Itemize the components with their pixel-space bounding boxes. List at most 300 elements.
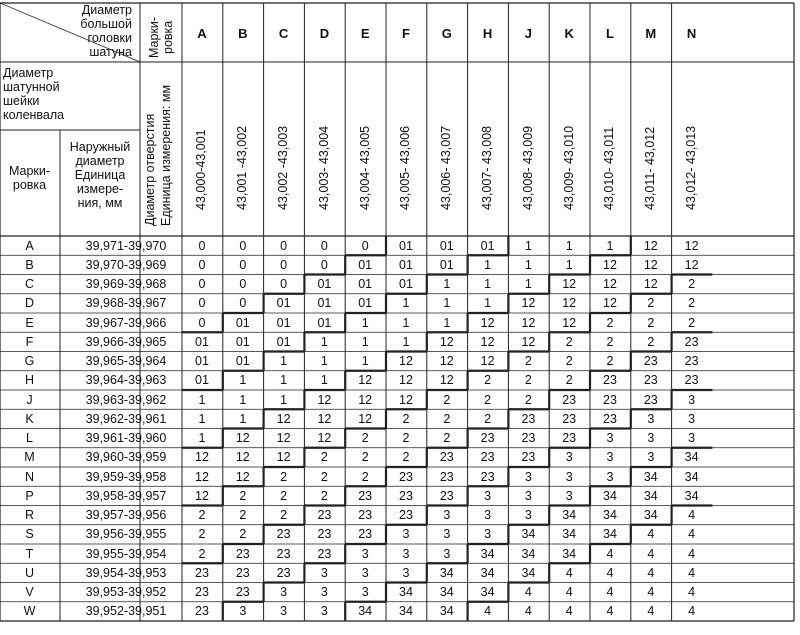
- table-cell: 34: [521, 546, 536, 561]
- table-cell: 01: [235, 315, 250, 330]
- table-cell: 3: [402, 527, 410, 542]
- table-cell: 4: [606, 604, 614, 619]
- table-cell: 4: [647, 585, 655, 599]
- table-cell: 2: [484, 392, 492, 407]
- table-cell: 23: [643, 392, 658, 407]
- table-cell: 3: [688, 431, 696, 445]
- table-cell: 0: [198, 257, 206, 272]
- table-cell: 2: [443, 431, 451, 445]
- table-cell: 0: [320, 257, 328, 272]
- row-marking: F: [25, 334, 34, 349]
- row-outer-diameter: 39,963-39,962: [85, 392, 167, 407]
- table-cell: 2: [524, 392, 532, 407]
- row-outer-diameter: 39,971-39,970: [85, 238, 167, 253]
- corner-top-label: Диаметр большой головки шатуна: [80, 3, 132, 59]
- table-cell: 34: [643, 488, 658, 503]
- table-cell: 1: [239, 373, 247, 388]
- bore-diameter-header: [140, 62, 180, 232]
- row-marking: C: [24, 277, 35, 291]
- table-cell: 23: [276, 546, 291, 561]
- table-cell: 1: [524, 238, 532, 253]
- table-cell: 3: [320, 604, 328, 619]
- row-marking: S: [25, 527, 34, 542]
- table-cell: 12: [235, 431, 250, 445]
- table-cell: 3: [280, 585, 288, 599]
- table-cell: 2: [565, 334, 573, 349]
- table-cell: 1: [524, 277, 532, 291]
- table-cell: 34: [399, 585, 413, 599]
- table-cell: 2: [647, 315, 655, 330]
- table-cell: 34: [603, 527, 617, 542]
- table-cell: 3: [606, 469, 614, 484]
- table-cell: 23: [603, 411, 617, 426]
- table-cell: 3: [484, 508, 492, 522]
- table-cell: 0: [239, 257, 247, 272]
- table-cell: 3: [565, 450, 573, 465]
- row-marking: H: [24, 373, 35, 388]
- table-cell: 12: [603, 296, 617, 311]
- column-letter-h: H: [482, 26, 493, 41]
- table-cell: 34: [521, 527, 536, 542]
- table-cell: 34: [480, 585, 495, 599]
- table-cell: 2: [647, 334, 655, 349]
- column-range-cell: [223, 62, 264, 236]
- bore-diameter-line-2: Единица измерения: мм: [159, 84, 173, 226]
- row-marking: D: [24, 296, 35, 311]
- table-cell: 4: [565, 565, 573, 580]
- table-cell: 23: [480, 450, 495, 465]
- table-cell: 3: [361, 565, 369, 580]
- table-cell: 23: [562, 392, 577, 407]
- table-cell: 12: [195, 469, 209, 484]
- bore-diameter-line-1: Диаметр отверстия: [143, 113, 157, 226]
- row-outer-diameter: 39,970-39,969: [85, 257, 167, 272]
- column-range-k: 43,009- 43,010: [561, 125, 576, 210]
- table-cell: 2: [280, 488, 288, 503]
- table-cell: 23: [684, 334, 699, 349]
- table-cell: 12: [439, 373, 454, 388]
- table-cell: 12: [521, 315, 536, 330]
- table-cell: 23: [521, 450, 536, 465]
- table-cell: 23: [358, 527, 373, 542]
- table-cell: 12: [276, 450, 291, 465]
- table-cell: 12: [684, 257, 699, 272]
- table-cell: 01: [358, 296, 373, 311]
- table-cell: 12: [562, 296, 577, 311]
- table-cell: 3: [484, 488, 492, 503]
- table-cell: 3: [402, 546, 410, 561]
- table-cell: 1: [484, 257, 492, 272]
- table-cell: 01: [276, 296, 291, 311]
- row-marking: U: [24, 565, 35, 580]
- row-outer-diameter: 39,968-39,967: [85, 296, 167, 311]
- table-cell: 34: [562, 527, 577, 542]
- row-outer-diameter: 39,965-39,964: [85, 354, 167, 368]
- table-cell: 12: [643, 277, 658, 291]
- table-cell: 12: [399, 392, 413, 407]
- table-cell: 3: [484, 527, 492, 542]
- table-cell: 12: [603, 257, 617, 272]
- table-cell: 0: [198, 238, 206, 253]
- table-cell: 23: [439, 469, 454, 484]
- row-marking: P: [25, 488, 34, 503]
- table-cell: 01: [235, 334, 250, 349]
- marking-vertical-line-1: Марки-: [147, 16, 161, 58]
- column-letter-g: G: [441, 26, 452, 41]
- row-outer-diameter: 39,955-39,954: [85, 546, 167, 561]
- table-cell: 3: [239, 604, 247, 619]
- table-cell: 2: [361, 431, 369, 445]
- row-marking: K: [25, 411, 34, 426]
- table-cell: 3: [524, 508, 532, 522]
- table-cell: 2: [361, 469, 369, 484]
- table-cell: 4: [606, 585, 614, 599]
- table-cell: 12: [643, 257, 658, 272]
- table-cell: 2: [198, 527, 206, 542]
- table-cell: 1: [402, 334, 410, 349]
- table-cell: 34: [439, 585, 454, 599]
- outer-diameter-header: Наружный диаметр Единица измере- ния, мм: [69, 140, 131, 210]
- table-cell: 0: [198, 296, 206, 311]
- row-marking: V: [25, 585, 34, 599]
- table-cell: 1: [524, 257, 532, 272]
- column-range-cell: [182, 62, 223, 236]
- table-cell: 23: [684, 354, 699, 368]
- column-range-cell: [590, 62, 631, 236]
- row-outer-diameter: 39,957-39,956: [85, 508, 167, 522]
- column-range-cell: [304, 62, 345, 236]
- table-cell: 0: [239, 296, 247, 311]
- table-cell: 3: [647, 431, 655, 445]
- column-range-cell: [672, 62, 713, 236]
- table-cell: 12: [235, 469, 250, 484]
- table-cell: 1: [320, 354, 328, 368]
- table-cell: 23: [195, 604, 209, 619]
- table-cell: 2: [688, 315, 696, 330]
- table-cell: 4: [688, 508, 696, 522]
- table-cell: 23: [358, 508, 373, 522]
- table-cell: 12: [317, 431, 332, 445]
- table-cell: 23: [643, 354, 658, 368]
- column-range-cell: [427, 62, 468, 236]
- table-cell: 01: [195, 373, 209, 388]
- table-cell: 01: [399, 238, 413, 253]
- row-marking: A: [25, 238, 34, 253]
- table-cell: 01: [276, 315, 291, 330]
- table-cell: 2: [320, 469, 328, 484]
- table-cell: 1: [402, 296, 410, 311]
- table-cell: 34: [684, 488, 699, 503]
- table-cell: 01: [276, 334, 291, 349]
- row-marking: R: [24, 508, 35, 522]
- table-cell: 34: [643, 469, 658, 484]
- table-cell: 23: [603, 392, 617, 407]
- table-cell: 1: [280, 373, 288, 388]
- table-cell: 12: [235, 450, 250, 465]
- marking-left-header: Марки- ровка: [8, 164, 51, 192]
- table-cell: 2: [688, 277, 696, 291]
- row-outer-diameter: 39,952-39,951: [85, 604, 167, 619]
- table-cell: 01: [317, 315, 332, 330]
- column-range-g: 43,006- 43,007: [439, 125, 454, 210]
- table-cell: 1: [443, 315, 451, 330]
- table-cell: 3: [524, 488, 532, 503]
- table-cell: 34: [643, 508, 658, 522]
- table-cell: 2: [198, 546, 206, 561]
- row-outer-diameter: 39,967-39,966: [85, 315, 167, 330]
- row-marking: M: [24, 450, 35, 465]
- table-cell: 3: [647, 450, 655, 465]
- table-cell: 12: [358, 392, 373, 407]
- table-cell: 12: [195, 450, 209, 465]
- table-cell: 2: [361, 450, 369, 465]
- table-cell: 2: [402, 431, 410, 445]
- row-outer-diameter: 39,964-39,963: [85, 373, 167, 388]
- table-cell: 23: [439, 488, 454, 503]
- column-letter-a: A: [197, 26, 207, 41]
- column-letter-d: D: [319, 26, 330, 41]
- table-cell: 0: [320, 238, 328, 253]
- table-cell: 01: [439, 257, 454, 272]
- table-cell: 23: [562, 411, 577, 426]
- table-cell: 1: [361, 315, 369, 330]
- table-cell: 1: [361, 334, 369, 349]
- table-cell: 23: [235, 585, 250, 599]
- table-cell: 23: [399, 469, 413, 484]
- table-cell: 12: [603, 277, 617, 291]
- column-letter-n: N: [686, 26, 697, 41]
- table-cell: 2: [320, 450, 328, 465]
- table-cell: 12: [317, 392, 332, 407]
- table-cell: 4: [647, 604, 655, 619]
- table-cell: 2: [239, 527, 247, 542]
- table-cell: 1: [320, 334, 328, 349]
- table-cell: 0: [280, 277, 288, 291]
- row-outer-diameter: 39,960-39,959: [85, 450, 167, 465]
- table-cell: 12: [358, 411, 373, 426]
- table-cell: 2: [606, 354, 614, 368]
- table-cell: 3: [443, 508, 451, 522]
- table-cell: 3: [320, 565, 328, 580]
- table-cell: 12: [480, 354, 495, 368]
- table-cell: 3: [565, 469, 573, 484]
- table-cell: 2: [402, 411, 410, 426]
- table-cell: 3: [443, 546, 451, 561]
- row-outer-diameter: 39,962-39,961: [85, 411, 167, 426]
- column-letter-k: K: [564, 26, 574, 41]
- table-cell: 2: [688, 296, 696, 311]
- table-cell: 34: [603, 488, 617, 503]
- row-marking: W: [23, 604, 36, 619]
- table-cell: 3: [647, 411, 655, 426]
- table-cell: 12: [399, 354, 413, 368]
- column-range-cell: [386, 62, 427, 236]
- table-cell: 23: [195, 585, 209, 599]
- table-cell: 3: [606, 450, 614, 465]
- column-range-h: 43,007- 43,008: [479, 125, 494, 210]
- column-range-c: 43,002 -43,003: [275, 125, 290, 210]
- table-cell: 1: [402, 315, 410, 330]
- column-range-cell: [264, 62, 305, 236]
- table-cell: 2: [524, 354, 532, 368]
- table-cell: 4: [606, 565, 614, 580]
- table-cell: 23: [439, 450, 454, 465]
- row-marking: B: [25, 257, 34, 272]
- table-cell: 12: [195, 488, 209, 503]
- table-cell: 4: [688, 585, 696, 599]
- column-range-cell: [345, 62, 386, 236]
- table-cell: 23: [521, 411, 536, 426]
- table-cell: 4: [688, 546, 696, 561]
- table-cell: 4: [524, 604, 532, 619]
- table-cell: 12: [358, 373, 373, 388]
- table-cell: 1: [565, 238, 573, 253]
- table-cell: 2: [198, 508, 206, 522]
- column-range-cell: [508, 62, 549, 236]
- table-cell: 3: [606, 431, 614, 445]
- table-cell: 23: [317, 546, 332, 561]
- table-cell: 2: [320, 488, 328, 503]
- table-cell: 1: [280, 392, 288, 407]
- table-cell: 01: [439, 238, 454, 253]
- table-cell: 34: [562, 508, 577, 522]
- row-outer-diameter: 39,969-39,968: [85, 277, 167, 291]
- table-cell: 1: [565, 257, 573, 272]
- table-cell: 1: [320, 373, 328, 388]
- table-cell: 23: [235, 546, 250, 561]
- table-cell: 23: [480, 431, 495, 445]
- column-letter-m: M: [645, 26, 657, 41]
- table-cell: 23: [603, 373, 617, 388]
- column-letter-j: J: [524, 26, 532, 41]
- column-range-e: 43,004- 43,005: [357, 125, 372, 210]
- column-range-cell: [468, 62, 509, 236]
- table-cell: 01: [358, 277, 373, 291]
- column-range-cell: [549, 62, 590, 236]
- table-cell: 3: [688, 392, 696, 407]
- column-range-cell: [631, 62, 672, 236]
- table-cell: 3: [524, 469, 532, 484]
- table-cell: 12: [399, 373, 413, 388]
- table-cell: 23: [317, 527, 332, 542]
- table-cell: 2: [484, 373, 492, 388]
- table-cell: 12: [439, 354, 454, 368]
- table-cell: 4: [484, 604, 492, 619]
- table-cell: 12: [480, 334, 495, 349]
- column-range-l: 43,010- 43,011: [602, 126, 617, 210]
- table-cell: 4: [688, 604, 696, 619]
- table-cell: 34: [684, 450, 699, 465]
- table-cell: 12: [643, 238, 658, 253]
- table-cell: 01: [480, 238, 495, 253]
- table-cell: 0: [239, 277, 247, 291]
- table-cell: 2: [565, 354, 573, 368]
- table-cell: 2: [280, 469, 288, 484]
- table-cell: 01: [235, 354, 250, 368]
- table-cell: 1: [361, 354, 369, 368]
- table-cell: 2: [239, 488, 247, 503]
- table-cell: 01: [195, 334, 209, 349]
- row-outer-diameter: 39,954-39,953: [85, 565, 167, 580]
- table-cell: 12: [562, 277, 577, 291]
- table-cell: 12: [317, 411, 332, 426]
- column-range-m: 43,011- 43,012: [643, 126, 658, 210]
- table-cell: 3: [402, 565, 410, 580]
- table-cell: 12: [276, 431, 291, 445]
- table-cell: 23: [276, 527, 291, 542]
- table-cell: 1: [484, 296, 492, 311]
- column-range-d: 43,003- 43,004: [316, 125, 331, 210]
- table-cell: 12: [521, 296, 536, 311]
- column-letter-b: B: [238, 26, 248, 41]
- row-marking: T: [25, 546, 34, 561]
- table-cell: 12: [684, 238, 699, 253]
- table-cell: 0: [280, 238, 288, 253]
- table-cell: 4: [565, 585, 573, 599]
- table-cell: 0: [280, 257, 288, 272]
- table-cell: 1: [198, 392, 206, 407]
- table-cell: 4: [647, 565, 655, 580]
- table-cell: 23: [399, 508, 413, 522]
- table-cell: 01: [358, 257, 373, 272]
- table-cell: 23: [684, 373, 699, 388]
- table-cell: 12: [439, 334, 454, 349]
- table-cell: 0: [198, 277, 206, 291]
- table-cell: 2: [239, 508, 247, 522]
- table-cell: 3: [280, 604, 288, 619]
- table-cell: 23: [235, 565, 250, 580]
- table-cell: 2: [443, 392, 451, 407]
- table-cell: 34: [521, 565, 536, 580]
- table-cell: 1: [239, 392, 247, 407]
- column-letter-f: F: [402, 26, 410, 41]
- table-cell: 1: [239, 411, 247, 426]
- table-cell: 4: [647, 546, 655, 561]
- table-cell: 23: [480, 469, 495, 484]
- table-cell: 23: [317, 508, 332, 522]
- row-outer-diameter: 39,958-39,957: [85, 488, 167, 503]
- table-cell: 34: [480, 546, 495, 561]
- column-letter-c: C: [278, 26, 289, 41]
- table-cell: 2: [484, 411, 492, 426]
- table-cell: 23: [399, 488, 413, 503]
- table-cell: 12: [562, 315, 577, 330]
- table-cell: 01: [195, 354, 209, 368]
- column-letter-e: E: [360, 26, 370, 41]
- table-cell: 34: [603, 508, 617, 522]
- marking-vertical-header: [144, 4, 180, 60]
- column-letter-l: L: [606, 26, 614, 41]
- column-range-b: 43,001 -43,002: [235, 125, 250, 210]
- table-cell: 0: [198, 315, 206, 330]
- table-cell: 4: [565, 604, 573, 619]
- row-outer-diameter: 39,961-39,960: [85, 431, 167, 445]
- table-cell: 34: [480, 565, 495, 580]
- table-cell: 23: [358, 488, 373, 503]
- table-cell: 2: [565, 373, 573, 388]
- column-range-j: 43,008- 43,009: [520, 125, 535, 210]
- table-cell: 23: [195, 565, 209, 580]
- table-cell: 4: [688, 565, 696, 580]
- table-cell: 4: [524, 585, 532, 599]
- row-marking: J: [26, 392, 33, 407]
- table-cell: 12: [521, 334, 536, 349]
- table-cell: 3: [565, 488, 573, 503]
- table-cell: 0: [361, 238, 369, 253]
- table-cell: 3: [361, 546, 369, 561]
- row-outer-diameter: 39,959-39,958: [85, 469, 167, 484]
- table-cell: 1: [606, 238, 614, 253]
